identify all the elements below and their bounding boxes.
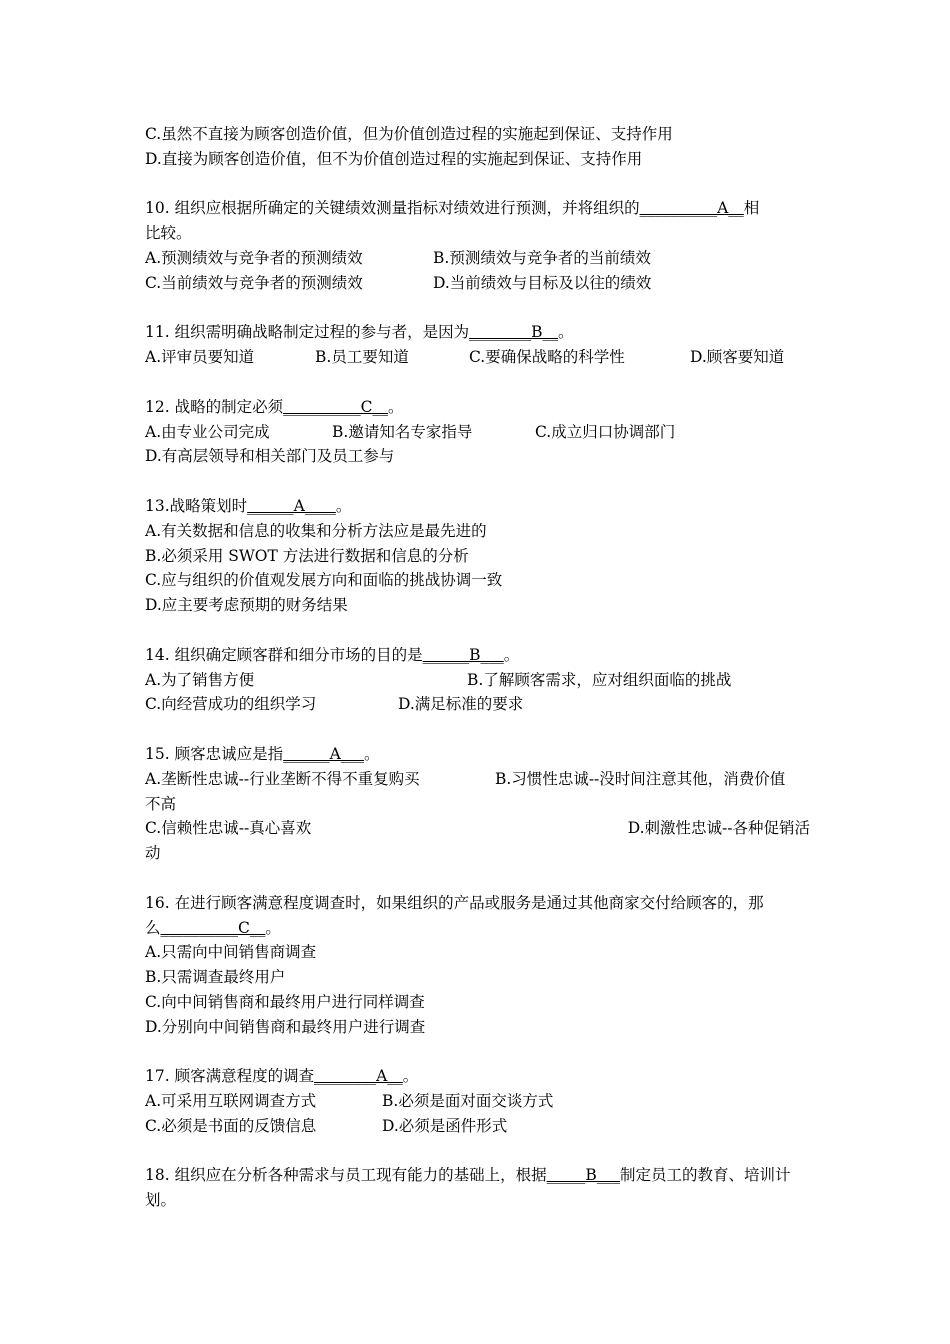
q11-stem <box>145 320 810 345</box>
q11-answer-blank: ________B__ <box>469 323 558 342</box>
q16-option-c: C.向中间销售商和最终用户进行同样调查 <box>145 992 425 1011</box>
q14-stem-end: 。 <box>503 645 520 664</box>
q13-answer-blank: ______A____ <box>247 496 336 515</box>
q17-option-b: B.必须是面对面交谈方式 <box>382 1092 554 1111</box>
q16-stem-end: 。 <box>265 918 281 937</box>
q11-option-c: C.要确保战略的科学性 <box>469 348 625 367</box>
q17-stem-end: 。 <box>402 1067 419 1086</box>
q10-option-c: C.当前绩效与竞争者的预测绩效 <box>145 273 363 292</box>
q14-option-b: B.了解顾客需求，应对组织面临的挑战 <box>467 670 732 689</box>
q14-stem <box>145 643 810 668</box>
q10-stem <box>145 196 810 221</box>
q18-stem <box>145 1163 810 1188</box>
q16-stem-continued <box>145 916 810 941</box>
q18-stem-text: 18. 组织应在分析各种需求与员工现有能力的基础上，根据 <box>145 1166 547 1185</box>
q18-answer-blank: _____B___ <box>546 1166 620 1185</box>
q11-options <box>145 345 810 370</box>
q17-option-c: C.必须是书面的反馈信息 <box>145 1116 317 1135</box>
q15-stem-end: 。 <box>364 744 380 763</box>
q14-option-a: A.为了销售方便 <box>145 670 255 689</box>
q11-stem-end: 。 <box>557 323 574 342</box>
q10-stem-text: 10. 组织应根据所确定的关键绩效测量指标对绩效进行预测，并将组织的 <box>145 199 640 218</box>
q16-answer-blank: __________C__ <box>160 918 266 937</box>
q12-stem-end: 。 <box>387 397 404 416</box>
q14-stem-text: 14. 组织确定顾客群和细分市场的目的是 <box>145 645 423 664</box>
q15-stem <box>145 742 810 767</box>
q13-option-d: D.应主要考虑预期的财务结果 <box>145 596 348 615</box>
q12-options-row1 <box>145 420 810 445</box>
q11-option-a: A.评审员要知道 <box>145 348 255 367</box>
q15-option-b: B.习惯性忠诚--没时间注意其他，消费价值 <box>495 769 786 788</box>
q13-option-a: A.有关数据和信息的收集和分析方法应是最先进的 <box>145 521 487 540</box>
q15-answer-blank: ______A___ <box>283 744 365 763</box>
q13-stem-end: 。 <box>335 496 352 515</box>
q10-options-row1 <box>145 246 810 271</box>
q16-option-b: B.只需调查最终用户 <box>145 968 286 987</box>
q10-option-a: A.预测绩效与竞争者的预测绩效 <box>145 248 363 267</box>
q17-options-row2 <box>145 1114 810 1139</box>
q11-stem-text: 11. 组织需明确战略制定过程的参与者，是因为 <box>145 323 470 342</box>
q12-option-c: C.成立归口协调部门 <box>535 422 676 441</box>
q10-option-d: D.当前绩效与目标及以往的绩效 <box>433 273 652 292</box>
q17-option-d: D.必须是函件形式 <box>382 1116 508 1135</box>
q14-option-c: C.向经营成功的组织学习 <box>145 695 317 714</box>
q18-stem-tail: 制定员工的教育、培训计 <box>619 1166 791 1185</box>
q12-stem <box>145 395 810 420</box>
q10-answer-blank: __________A__ <box>639 199 744 218</box>
q10-options-row2 <box>145 271 810 296</box>
q13-option-b: B.必须采用 SWOT 方法进行数据和信息的分析 <box>145 546 469 565</box>
q15-stem-text: 15. 顾客忠诚应是指 <box>145 744 284 763</box>
q10-stem-tail: 相 <box>743 199 760 218</box>
q12-option-d: D.有高层领导和相关部门及员工参与 <box>145 447 395 466</box>
q14-options-row1 <box>145 668 810 693</box>
q17-stem-text: 17. 顾客满意程度的调查 <box>145 1067 315 1086</box>
q9-option-d: D.直接为顾客创造价值，但不为价值创造过程的实施起到保证、支持作用 <box>145 149 643 168</box>
q12-stem-text: 12. 战略的制定必须 <box>145 397 284 416</box>
q13-stem <box>145 494 810 519</box>
q15-option-d: D.刺激性忠诚--各种促销活 <box>627 819 810 838</box>
q17-answer-blank: ________A__ <box>314 1067 403 1086</box>
q15-options-row2 <box>145 816 810 841</box>
q15-option-b-continued: 不高 <box>145 794 177 813</box>
document-page <box>145 122 810 1213</box>
q16-stem-text: 么 <box>145 918 161 937</box>
q10-stem-continued: 比较。 <box>145 224 192 243</box>
q16-option-a: A.只需向中间销售商调查 <box>145 943 317 962</box>
q12-option-b: B.邀请知名专家指导 <box>332 422 473 441</box>
q17-option-a: A.可采用互联网调查方式 <box>145 1092 317 1111</box>
q18-stem-continued: 划。 <box>145 1191 177 1210</box>
q13-option-c: C.应与组织的价值观发展方向和面临的挑战协调一致 <box>145 571 503 590</box>
q14-option-d: D.满足标准的要求 <box>398 695 524 714</box>
q13-stem-text: 13.战略策划时 <box>145 496 248 515</box>
q14-answer-blank: ______B___ <box>422 645 504 664</box>
q17-stem <box>145 1064 810 1089</box>
q12-option-a: A.由专业公司完成 <box>145 422 270 441</box>
q15-option-a: A.垄断性忠诚--行业垄断不得不重复购买 <box>145 769 420 788</box>
q15-option-c: C.信赖性忠诚--真心喜欢 <box>145 819 312 838</box>
q11-option-d: D.顾客要知道 <box>690 348 785 367</box>
q16-stem: 16. 在进行顾客满意程度调查时，如果组织的产品或服务是通过其他商家交付给顾客的，那 <box>145 893 764 912</box>
q16-option-d: D.分别向中间销售商和最终用户进行调查 <box>145 1017 426 1036</box>
q15-options-row1 <box>145 767 810 792</box>
q9-option-c: C.虽然不直接为顾客创造价值，但为价值创造过程的实施起到保证、支持作用 <box>145 125 673 143</box>
q15-option-d-continued: 动 <box>145 844 161 863</box>
q12-answer-blank: __________C__ <box>283 397 388 416</box>
q17-options-row1 <box>145 1089 810 1114</box>
q11-option-b: B.员工要知道 <box>315 348 409 367</box>
q14-options-row2 <box>145 692 810 717</box>
q10-option-b: B.预测绩效与竞争者的当前绩效 <box>433 248 651 267</box>
